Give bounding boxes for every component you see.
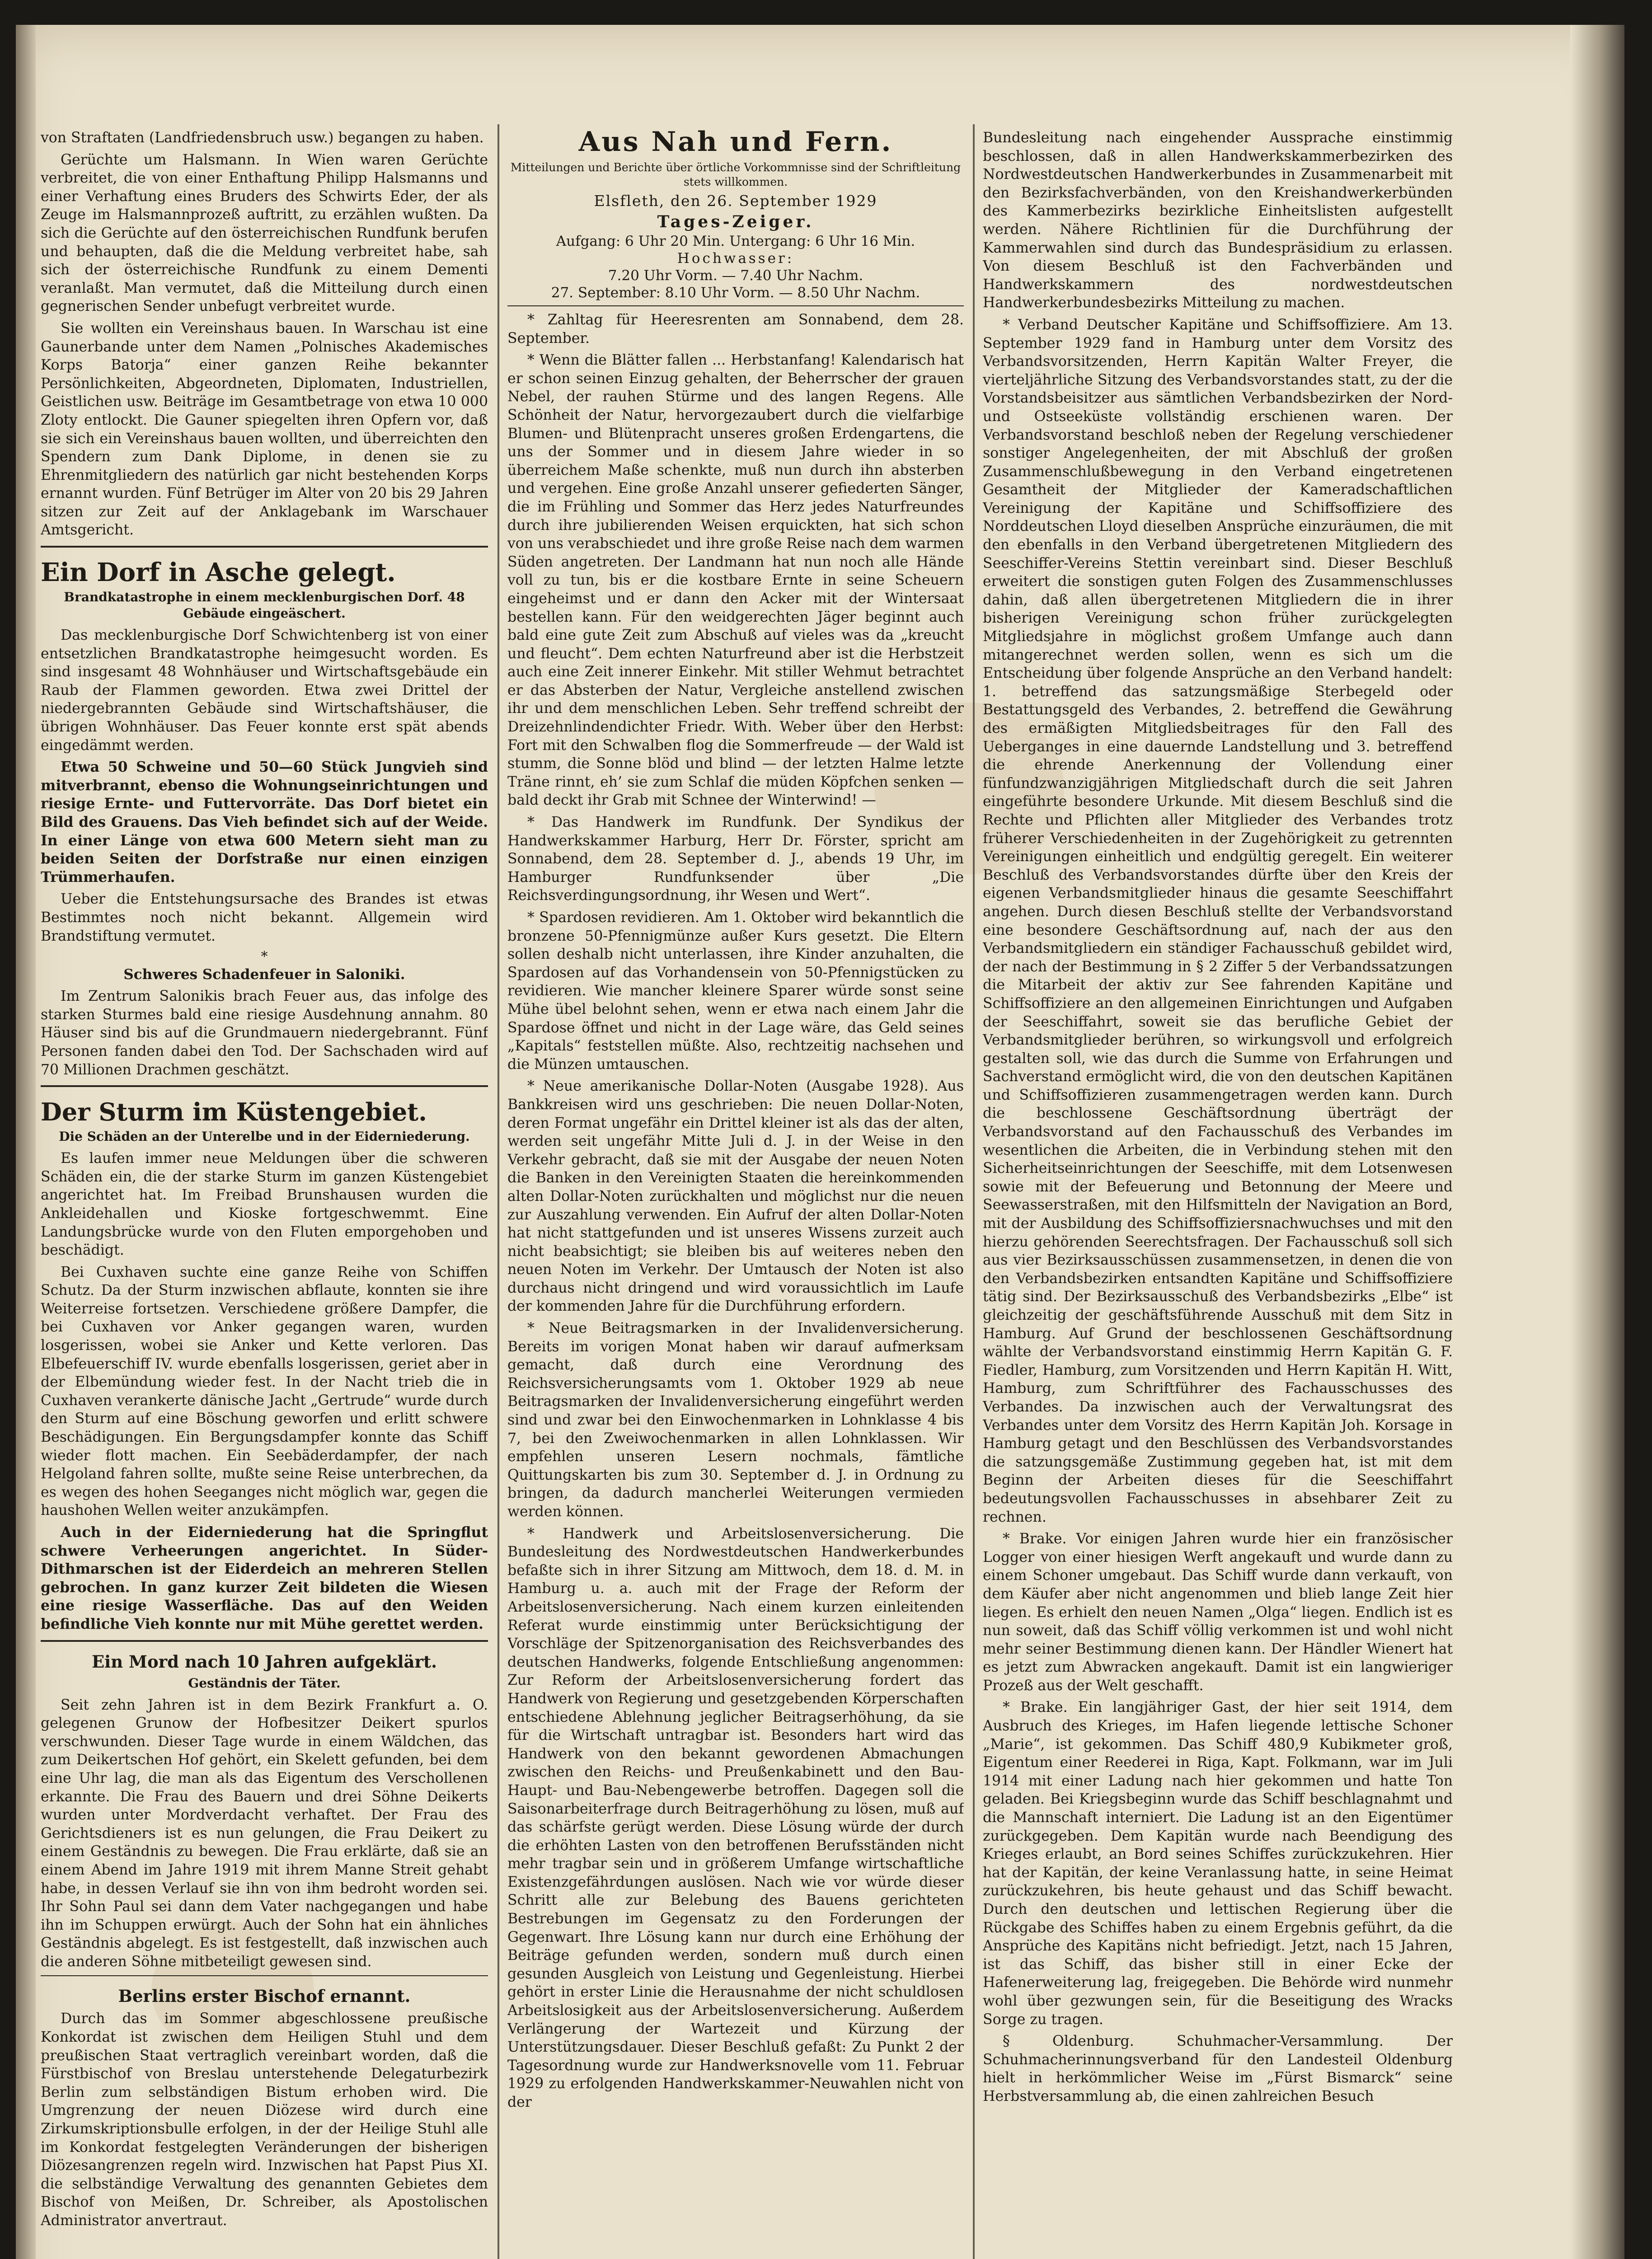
newspaper-page <box>16 25 1624 2259</box>
page-left-edge <box>16 25 36 2259</box>
article-mord: Seit zehn Jahren ist in dem Bezirk Frankfurt a. O. gelegenen Grunow der Hofbesitzer Deikert spurlos verschwunden. Dieser Tage wurde in einem Wäldchen, das zum Deikertschen Hof gehört, ein Skelett gefunden, bei dem eine Uhr lag, die man als das Eigentum des Verschollenen erkannte. Die Frau des Bauern und drei Söhne Deikerts wurden unter Mordverdacht verhaftet. Der Frau des Gerichtsdieners ist es nun gelungen, die Frau Deikert zu einem Geständnis zu bewegen. Die Frau erklärte, daß sie an einem Abend im Jahre 1919 mit ihrem Manne Streit gehabt habe, in dessen Verlauf sie ihn von ihm bedroht worden sei. Ihr Sohn Paul sei dann dem Vater nachgegangen und habe ihn im Schuppen erwürgt. Auch der Sohn hat ein ähnliches Geständnis abgelegt. Es ist festgestellt, daß inzwischen auch die anderen Söhne mitbeteiligt gewesen sind. <box>41 1697 488 1970</box>
article-halsmann: Gerüchte um Halsmann. In Wien waren Gerüchte verbreitet, die von einer Enthaftung Philipp Halsmanns und einer Verhaftung eines Bruders des Schwirts Eder, der als Zeuge im Halsmannprozeß auftritt, zu erzählen wußten. Da sich die Gerüchte auf den österreichischen Rundfunk berufen und behaupten, daß die die Meldung verbreitet habe, sah sich der österreichische Rundfunk zu einem Dementi veranlaßt. Man vermutet, daß die Mitteilung durch einen gegnerischen Sender unbefugt verbreitet wurde. <box>41 151 488 315</box>
article-beitragsmarken: * Neue Beitragsmarken in der Invalidenversicherung. Bereits im vorigen Monat haben wir darauf aufmerksam gemacht, daß durch eine Verordnung des Reichsversicherungsamts vom 1. Oktober 1929 ab neue Beitragsmarken der Invalidenversicherung eingeführt werden sind und zwar bei den Einwochenmarken in Lohnklasse 4 bis 7, bei den Zweiwochenmarken in allen Lohnklassen. Wir empfehlen unseren Lesern nochmals, fämtliche Quittungskarten bis zum 30. September d. J. in Ordnung zu bringen, da dadurch mancherlei Weiterungen vermieden werden können. <box>507 1320 964 1520</box>
hochwasser-tomorrow: 27. September: 8.10 Uhr Vorm. — 8.50 Uhr Nachm. <box>551 285 920 301</box>
section-rule <box>507 305 964 306</box>
article-kapitaene: * Verband Deutscher Kapitäne und Schiffsoffiziere. Am 13. September 1929 fand in Hamburg unter dem Vorsitz des Verbandsvorsitzenden, Herrn Kapitän Walter Freyer, die vierteljährliche Sitzung des Verbandsvorstandes statt, zu der die Vorstandsbeisitzer aus sämtlichen Verbandsbezirken der Nord- und Ostseeküste vollständig erschienen waren. Der Verbandsvorstand beschloß neben der Regelung verschiedener sonstiger Angelegenheiten, der mit Abschluß der großen Zusammenschlußbewegung in den Verband eingetretenen Gesamtheit der Mitglieder der Kameradschaftlichen Vereinigung der Kapitäne und Schiffsoffiziere des Norddeutschen Lloyd dieselben Ansprüche einzuräumen, die mit den ebenfalls in den Verband übergetretenen Mitgliedern des Seeschiffer-Vereins Stettin vereinbart sind. Dieser Beschluß erweitert die sonstigen guten Folgen des Zusammenschlusses dahin, daß allen übergetretenen Mitgliedern die in ihrer bisherigen Vereinigung schon früher zurückgelegten Mitgliedsjahre in möglichst großem Umfange auch dann mitangerechnet werden sollen, wenn es sich um die Entscheidung über folgende Ansprüche an den Verband handelt: 1. betreffend das satzungsmäßige Sterbegeld oder Bestattungsgeld des Verbandes, 2. betreffend die Gewährung des ermäßigten Mitgliedsbeitrages für den Fall des Ueberganges in eine dauernde Landstellung und 3. betreffend die ehrende Anerkennung der Vollendung einer fünfundzwanzigjährigen Mitgliedschaft durch die seit Jahren eingeführte besondere Urkunde. Mit diesem Beschluß sind die Rechte und Pflichten aller Mitglieder des Verbandes trotz früherer Verschiedenheiten in der Zugehörigkeit zu getrennten Vereinigungen einheitlich und endgültig geregelt. Ein weiterer Beschluß des Verbandsvorstandes dürfte über den Kreis der eigenen Verbandsmitglieder hinaus die gesamte Seeschiffahrt angehen. Durch diesen Beschluß stellte der Verbandsvorstand eine besondere Geschäftsordnung auf, nach der aus den Verbandsmitgliedern ein ständiger Fachausschuß gebildet wird, der nach der Bestimmung in § 2 Ziffer 5 der Verbandssatzungen die Mitarbeit der aktiv zur See fahrenden Kapitäne und Schiffsoffiziere an den allgemeinen Einrichtungen und Aufgaben der Seeschiffahrt, soweit sie das berufliche Gebiet der Verbandsmitglieder berühren, so wirkungsvoll und erfolgreich gestalten soll, wie das durch die Summe von Erfahrungen und Sachverstand ermöglicht wird, die von den deutschen Kapitänen und Schiffsoffizieren zusammengetragen werden kann. Durch die beschlossene Geschäftsordnung überträgt der Verbandsvorstand auf den Fachausschuß des Verbandes im wesentlichen die Arbeiten, die in Verbindung stehen mit den Sicherheitseinrichtungen der Seeschiffe, mit dem Lotsenwesen sowie mit der Befeuerung und Betonnung der Meere und Seewasserstraßen, mit den Hilfsmitteln der Navigation an Bord, mit der Ausbildung des Schiffsoffiziersnachwuchses und mit den hierzu gehörenden Seerechtsfragen. Der Fachausschuß soll sich aus vier Bezirksausschüssen zusammensetzen, in denen die von den Verbandsbezirken entsandten Kapitäne und Schiffsoffiziere tätig sind. Der Bezirksausschuß des Verbandsbezirks „Elbe“ ist gleichzeitig der geschäftsführende Ausschuß mit dem Sitz in Hamburg. Auf Grund der beschlossenen Geschäftsordnung wählte der Verbandsvorstand einstimmig Herrn Kapitän G. F. Fiedler, Hamburg, zum Vorsitzenden und Herrn Kapitän H. Witt, Hamburg, zum Schriftführer des Fachausschusses des Verbandes. Da inzwischen auch der Verwaltungsrat des Verbandes unter dem Vorsitz des Herrn Kapitän Joh. Korsage in Hamburg getagt und den Beschlüssen des Verbandsvorstandes die satzungsgemäße Zustimmung gegeben hat, ist mit dem Beginn der Arbeiten dieses für die Seeschiffahrt bedeutungsvollen Fachausschusses in absehbarer Zeit zu rechnen. <box>983 316 1453 1525</box>
article-arbeitslosenversicherung: * Handwerk und Arbeitslosenversicherung. Die Bundesleitung des Nordwestdeutschen Handwerkerbundes befaßte sich in ihrer Sitzung am Mittwoch, dem 18. d. M. in Hamburg u. a. auch mit der Frage der Reform der Arbeitslosenversicherung. Nach einem kurzen einleitenden Referat wurde einstimmig unter Berücksichtigung der Vorschläge der Spitzenorganisation des Reichsverbandes des deutschen Handwerks, folgende Entschließung angenommen: Zur Reform der Arbeitslosenversicherung fordert das Handwerk von Regierung und gesetzgebenden Körperschaften entschiedene Ablehnung jeglicher Beitragserhöhung, da sie für die Wirtschaft untragbar ist. Besonders hart wird das Handwerk von den bekannt gewordenen Abmachungen zwischen den Reichs- und Preußenkabinett und den Bau-Haupt- und Bau-Nebengewerbe betroffen. Dagegen soll die Saisonarbeiterfrage durch Beitragerhöhung zu lösen, muß auf das schärfste gerügt werden. Diese Lösung würde der durch die erhöhten Lasten von den betroffenen Berufsständen nicht mehr tragbar sein und in größerem Umfange wirtschaftliche Existenzgefährdungen auslösen. Nach wie vor würde dieser Schritt alle zur Belebung des Bauens gerichteten Bestrebungen im Gegensatz zu den Forderungen der Gegenwart. Ihre Lösung kann nur durch eine Erhöhung der Beiträge gefunden werden, sondern muß durch einen gesunden Ausgleich von Leistung und Gegenleistung. Hierbei gehört in erster Linie die Herausnahme der nicht schuldlosen Arbeitslosigkeit aus der Arbeitslosenversicherung. Außerdem Verlängerung der Wartezeit und Kürzung der Unterstützungsdauer. Dieser Beschluß gefaßt: Zu Punkt 2 der Tagesordnung wurde zur Handwerksnovelle vom 11. Februar 1929 zu erfolgenden Handwerkskammer-Neuwahlen nicht von der <box>507 1525 964 2110</box>
column-middle <box>507 129 964 2115</box>
article-dollar: * Neue amerikanische Dollar-Noten (Ausgabe 1928). Aus Bankkreisen wird uns geschrieben: Die neuen Dollar-Noten, deren Format ungefähr ein Drittel kleiner ist als das der alten, werden seit ungefähr Mitte Juli d. J. in der Weise in den Verkehr gebracht, daß sie mit der Ausgabe der neuen Noten die Banken in den Vereinigten Staaten die hereinkommenden alten Dollar-Noten zurückhalten und möglichst nur die neuen zur Auszahlung verwenden. Ein Aufruf der alten Dollar-Noten hat nicht stattgefunden und ist unseres Wissens zurzeit auch nicht beabsichtigt; sie bleiben bis auf weiteres neben den neuen Noten im Verkehr. Der Umtausch der Noten ist also durchaus nicht dringend und wird voraussichtlich im Laufe der kommenden Jahre für die Durchführung erfordern. <box>507 1078 964 1315</box>
masthead-subtitle: Mitteilungen und Berichte über örtliche Vorkommnisse sind der Schriftleitung stets willkommen. <box>510 161 961 188</box>
subheadline-sturm: Die Schäden an der Unterelbe und in der Eiderniederung. <box>59 1129 470 1144</box>
article-dorf-1: Das mecklenburgische Dorf Schwichtenberg ist von einer entsetzlichen Brandkatastrophe heimgesucht worden. Es sind insgesamt 48 Wohnhäuser und Wirtschaftsgebäude ein Raub der Flammen geworden. Etwa zwei Drittel der niedergebrannten Gebäude sind Wirtschaftshäuser, die übrigen Wohnhäuser. Das Feuer konnte erst spät abends eingedämmt werden. <box>41 627 488 754</box>
article-intro-fragment: von Straftaten (Landfriedensbruch usw.) begangen zu haben. <box>41 130 484 146</box>
headline-mord: Ein Mord nach 10 Jahren aufgeklärt. <box>91 1651 437 1672</box>
section-rule <box>41 1975 488 1976</box>
article-dorf-3: Ueber die Entstehungsursache des Brandes ist etwas Bestimmtes noch nicht bekannt. Allgemein wird Brandstiftung vermutet. <box>41 891 488 944</box>
section-rule <box>41 546 488 548</box>
headline-sturm: Der Sturm im Küstengebiet. <box>41 1097 427 1127</box>
section-rule <box>41 1085 488 1087</box>
section-rule <box>41 1640 488 1642</box>
article-sturm-1: Es laufen immer neue Meldungen über die schweren Schäden ein, die der starke Sturm im ganzen Küstengebiet angerichtet hat. Im Freibad Brunshausen wurden die Ankleidehallen und Kioske fortgeschwemmt. Eine Landungsbrücke wurde von den Fluten emporgehoben und beschädigt. <box>41 1150 488 1259</box>
article-brake-2: * Brake. Ein langjähriger Gast, der hier seit 1914, dem Ausbruch des Krieges, im Hafen liegende lettische Schoner „Marie“, ist gekommen. Das Schiff 480,9 Kubikmeter groß, Eigentum einer Reederei in Riga, Kapt. Folkmann, war im Juli 1914 mit einer Ladung nach hier gekommen und hatte Ton geladen. Bei Kriegsbeginn wurde das Schiff beschlagnahmt und die Mannschaft interniert. Die Ladung ist an den Eigentümer zurückgegeben. Dem Kapitän wurde nach Beendigung des Krieges erlaubt, an Bord seines Schiffes zurückzukehren. Hier hat der Kapitän, der keine Veranlassung hatte, in seine Heimat zurückzukehren, bis heute gehaust und das Schiff bewacht. Durch den deutschen und lettischen Regierung über die Rückgabe des Schiffes haben zu einem Ergebnis geführt, da die Ansprüche des Kapitäns nicht befriedigt. Jetzt, nach 15 Jahren, ist das Schiff, das bisher still in einer Ecke der Hafenerweiterung lag, freigegeben. Die Behörde wird nunmehr wohl über gezwungen sein, für die Beseitigung des Wracks Sorge zu tragen. <box>983 1699 1453 2028</box>
article-sturm-2: Bei Cuxhaven suchte eine ganze Reihe von Schiffen Schutz. Da der Sturm inzwischen abflaute, konnten sie ihre Weiterreise fortsetzen. Verschiedene größere Dampfer, die bei Cuxhaven vor Anker gegangen waren, wurden losgerissen, wobei sie Anker und Kette verloren. Das Elbefeuerschiff IV. wurde ebenfalls losgerissen, geriet aber in der Elbemündung wieder fest. In der Nacht trieb die in Cuxhaven verankerte dänische Jacht „Gertrude“ wurde durch den Sturm auf eine Böschung geworfen und erlitt schwere Beschädigungen. Ein Bergungsdampfer konnte das Schiff wieder flott machen. Ein Seebäderdampfer, der nach Helgoland fahren sollte, mußte seine Reise unterbrechen, da es wegen des hohen Seeganges nicht möglich war, gegen die haushohen Wellen weiter anzukämpfen. <box>41 1264 488 1519</box>
subheadline-dorf: Brandkatastrophe in einem mecklenburgischen Dorf. 48 Gebäude eingeäschert. <box>64 590 465 621</box>
article-oldenburg: § Oldenburg. Schuhmacher-Versammlung. Der Schuhmacherinnungsverband für den Landesteil Oldenburg hielt in herkömmlicher Weise im „Fürst Bismarck“ seine Herbstversammlung ab, die einen zahlreichen Besuch <box>983 2033 1453 2104</box>
article-bundesleitung: Bundesleitung nach eingehender Aussprache einstimmig beschlossen, daß in allen Handwerkskammerbezirken des Nordwestdeutschen Handwerkerbundes in Zusammenarbeit mit den Bezirksfachverbänden, von den Kreishandwerkerbünden des Kammerbezirks bezirkliche Einheitslisten aufgestellt werden. Nähere Richtlinien für die Durchführung der Kammerwahlen sind durch das Bundespräsidium zu erlassen. Von diesem Beschluß ist den Fachverbänden und Handwerkskammern des nordwestdeutschen Handwerkerbundesbezirks Mitteilung zu machen. <box>983 130 1453 311</box>
article-spardosen: * Spardosen revidieren. Am 1. Oktober wird bekanntlich die bronzene 50-Pfennigmünze außer Kurs gesetzt. Die Eltern sollen deshalb nicht unterlassen, ihre Kinder anzuhalten, die Spardosen auf das Vorhandensein von 50-Pfennigstücken zu revidieren. Wie mancher kleinere Sparer würde sonst seine Mühe übel belohnt sehen, wenn er etwa nach einem Jahr die Spardose öffnet und nicht in der Lage wäre, das Geld seines „Kapitals“ feststellen müßte. Also, rechtzeitig nachsehen und die Münzen umtauschen. <box>507 909 964 1073</box>
headline-dorf: Ein Dorf in Asche gelegt. <box>41 558 396 588</box>
separator-star: * <box>261 949 268 965</box>
headline-saloniki: Schweres Schadenfeuer in Saloniki. <box>123 966 405 983</box>
page-right-edge <box>1570 25 1624 2259</box>
article-bischof: Durch das im Sommer abgeschlossene preußische Konkordat ist zwischen dem Heiligen Stuhl und dem preußischen Staat vertraglich vereinbart worden, daß die Fürstbischof von Breslau unterstehende Delegaturbezirk Berlin zum selbständigen Bistum erhoben wird. Die Umgrenzung der neuen Diözese wird durch eine Zirkumskriptionsbulle erfolgen, in der der Heilige Stuhl alle im Konkordat festgelegten Veränderungen der bisherigen Diözesangrenzen regeln wird. Inzwischen hat Papst Pius XI. die selbständige Verwaltung des genannten Gebietes dem Bischof von Meißen, Dr. Schreiber, als Apostolischen Administrator anvertraut. <box>41 2011 488 2229</box>
article-dorf-2: Etwa 50 Schweine und 50—60 Stück Jungvieh sind mitverbrannt, ebenso die Wohnungseinrichtungen und riesige Ernte- und Futtervorräte. Das Dorf bietet ein Bild des Grauens. Das Vieh befindet sich auf der Weide. In einer Länge von etwa 600 Metern sieht man zu beiden Seiten der Dorfstraße nur einen einzigen Trümmerhaufen. <box>41 759 488 886</box>
dateline: Elsfleth, den 26. September 1929 <box>594 192 878 210</box>
tages-zeiger-title: Tages-Zeiger. <box>657 212 814 231</box>
column-divider <box>497 124 499 2259</box>
notice-zahltag: * Zahltag für Heeresrenten am Sonnabend, dem 28. September. <box>507 312 964 347</box>
column-right <box>983 129 1453 2109</box>
headline-bischof: Berlins erster Bischof ernannt. <box>118 1986 411 2006</box>
article-brake-1: * Brake. Vor einigen Jahren wurde hier ein französischer Logger von einer hiesigen Werft angekauft und wurde dann zu einem Schoner umgebaut. Das Schiff wurde dann verkauft, von dem Käufer aber nicht angenommen und blieb lange Zeit hier liegen. Es erhielt den neuen Namen „Olga“ liegen. Endlich ist es nun soweit, daß das Schiff völlig verkommen ist und wohl nicht mehr seiner Bestimmung dienen kann. Der Händler Wienert hat es jetzt zum Abwracken angekauft. Damit ist ein langwieriger Prozeß aus der Welt geschafft. <box>983 1531 1453 1694</box>
column-divider <box>973 124 975 2259</box>
article-saloniki: Im Zentrum Salonikis brach Feuer aus, das infolge des starken Sturmes bald eine riesige Ausdehnung annahm. 80 Häuser sind bis auf die Grundmauern niedergebrannt. Fünf Personen fanden dabei den Tod. Der Sachschaden wird auf 70 Millionen Drachmen geschätzt. <box>41 988 488 1078</box>
article-handwerk-rundfunk: * Das Handwerk im Rundfunk. Der Syndikus der Handwerkskammer Harburg, Herr Dr. Förster, spricht am Sonnabend, dem 28. September d. J., abends 19 Uhr, im Hamburger Rundfunksender über „Die Reichsverdingungsordnung, ihr Wesen und Wert“. <box>507 814 964 904</box>
section-masthead: Aus Nah und Fern. <box>578 129 893 158</box>
article-sturm-3: Auch in der Eiderniederung hat die Springflut schwere Verheerungen angerichtet. In Süder-Dithmarschen ist der Eiderdeich an mehreren Stellen gebrochen. In ganz kurzer Zeit bildeten die Wiesen eine riesige Wasserfläche. Das auf den Weiden befindliche Vieh konnte nur mit Mühe gerettet werden. <box>41 1524 488 1632</box>
column-left <box>41 129 488 2234</box>
subheadline-mord: Geständnis der Täter. <box>188 1675 341 1691</box>
article-vereinshaus: Sie wollten ein Vereinshaus bauen. In Warschau ist eine Gaunerbande unter dem Namen „Polnisches Akademisches Korps Batorja“ einer ganzen Reihe bekannter Persönlichkeiten, Abgeordneten, Diplomaten, Industriellen, Geistlichen usw. Beiträge im Gesamtbetrage von etwa 10 000 Zloty entlockt. Die Gauner spiegelten ihren Opfern vor, daß sie sich ein Vereinshaus bauen wollten, und überreichten den Spendern zum Dank Diplome, in denen sie zu Ehrenmitgliedern des natürlich gar nicht bestehenden Korps ernannt wurden. Fünf Betrüger im Alter von 20 bis 29 Jahren sitzen zur Zeit auf der Anklagebank im Warschauer Amtsgericht. <box>41 320 488 539</box>
sun-times: Aufgang: 6 Uhr 20 Min. Untergang: 6 Uhr 16 Min. <box>556 233 915 249</box>
hochwasser-today: 7.20 Uhr Vorm. — 7.40 Uhr Nachm. <box>608 267 864 284</box>
article-blaetter: * Wenn die Blätter fallen ... Herbstanfang! Kalendarisch hat er schon seinen Einzug gehalten, der Beherrscher der grauen Nebel, der rauhen Stürme und des langen Regens. Alle Schönheit der Natur, hervorgezaubert durch die vielfarbige Blumen- und Blütenpracht unseres großen Erdengartens, die uns der Sommer und in diesem Jahre wieder in so überreichem Maße schenkte, muß nun durch ihn absterben und vergehen. Eine große Anzahl unserer gefiederten Sänger, die im Frühling und Sommer das Herz jedes Naturfreundes durch ihre jubilierenden Weisen erquickten, hat sich schon von uns verabschiedet und ihre große Reise nach dem warmen Süden angetreten. Der Landmann hat nun noch alle Hände voll zu tun, bis er die kostbare Ernte in seine Scheuern eingeheimst und er dann den Acker mit der Wintersaat bestellen kann. Für den weidgerechten Jäger beginnt auch bald eine gute Zeit zum Abschuß auf vieles was da „kreucht und fleucht“. Dem echten Naturfreund aber ist die Herbstzeit auch eine Zeit innerer Einkehr. Mit stiller Wehmut betrachtet er das Absterben der Natur, Vergleiche anstellend zwischen ihr und dem menschlichen Leben. Sehr treffend schreibt der Dreizehnlindendichter Friedr. With. Weber über den Herbst: Fort mit den Schwalben flog die Sommerfreude — der Wald ist stumm, die Sonne blöd und blind — der letzten Halme letzte Träne rinnt, eh’ sie zum Schlaf die müden Köpfchen senken — bald deckt ihr Grab mit Schnee der Winterwind! — <box>507 352 964 809</box>
hochwasser-title: Hochwasser: <box>677 250 794 267</box>
